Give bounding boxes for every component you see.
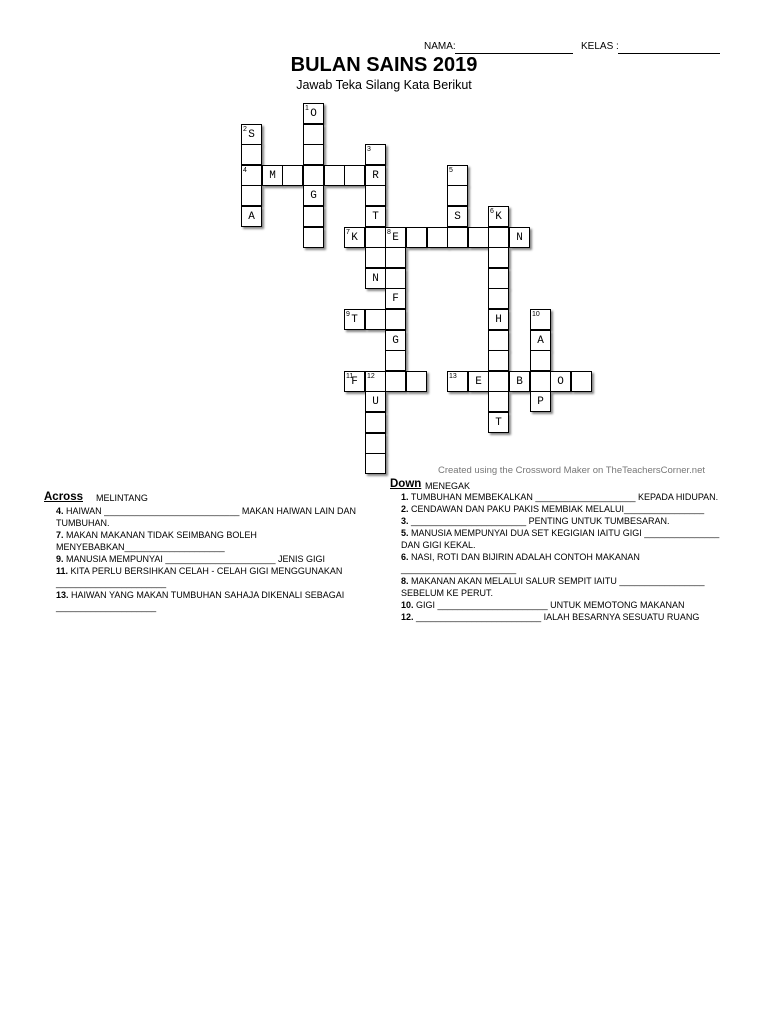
crossword-cell[interactable] [509,227,530,248]
clue-number: 3 [367,146,371,153]
clue-number: 10. [401,600,414,610]
cell-letter: H [495,314,502,326]
cell-letter: G [392,335,399,347]
clue-text: KITA PERLU BERSIHKAN CELAH - CELAH GIGI MENGGUNAKAN ______________________ [56,566,343,588]
crossword-cell[interactable] [488,227,509,248]
cell-letter: T [372,211,379,223]
crossword-cell[interactable] [262,165,283,186]
cell-letter: O [310,108,317,120]
crossword-cell[interactable] [241,185,262,206]
clue-number: 2. [401,504,409,514]
clue-text: NASI, ROTI DAN BIJIRIN ADALAH CONTOH MAKANAN _______________________ [401,552,640,574]
clue-number: 4 [243,167,247,174]
cell-letter: E [475,376,482,388]
crossword-cell[interactable] [365,309,386,330]
cell-letter: O [557,376,564,388]
cell-letter: S [248,129,255,141]
crossword-cell[interactable] [571,371,592,392]
cell-letter: B [516,376,523,388]
clue-text: MAKAN MAKANAN TIDAK SEIMBANG BOLEH MENYEBABKAN____________________ [56,530,257,552]
clue-item [56,553,356,565]
clue-number: 1. [401,492,409,502]
crossword-cell[interactable] [303,185,324,206]
crossword-cell[interactable] [241,206,262,227]
clue-number: 7 [346,229,350,236]
clue-text: MANUSIA MEMPUNYAI DUA SET KEGIGIAN IAITU GIGI _______________ DAN GIGI KEKAL. [401,528,720,550]
clue-number: 5 [449,167,453,174]
crossword-cell[interactable] [488,309,509,330]
cell-letter: A [537,335,544,347]
credit-text: Created using the Crossword Maker on TheTeachersCorner.net [438,465,706,476]
down-heading: Down [390,478,422,490]
worksheet-subtitle: Jawab Teka Silang Kata Berikut [296,78,472,92]
crossword-cell[interactable] [241,124,262,145]
clue-number: 12. [401,612,414,622]
across-heading: Across [44,491,83,503]
crossword-cell[interactable] [385,268,406,289]
crossword-cell[interactable] [447,165,468,186]
crossword-cell[interactable] [303,144,324,165]
clue-number: 9 [346,311,350,318]
clue-number: 9. [56,554,64,564]
crossword-cell[interactable] [488,268,509,289]
down-clue-list [401,491,723,623]
clue-item [56,529,356,553]
clue-item [401,503,723,515]
crossword-cell[interactable] [530,309,551,330]
clue-item [56,565,356,589]
crossword-cell[interactable] [365,412,386,433]
cell-letter: N [372,273,379,285]
clue-number: 4. [56,506,64,516]
crossword-cell[interactable] [447,185,468,206]
clue-item [401,515,723,527]
cell-letter: U [372,396,379,408]
crossword-cell[interactable] [365,371,386,392]
crossword-cell[interactable] [447,227,468,248]
clue-text: MAKANAN AKAN MELALUI SALUR SEMPIT IAITU _________________ SEBELUM KE PERUT. [401,576,705,598]
crossword-cell[interactable] [303,206,324,227]
clue-number: 13 [449,373,457,380]
crossword-cell[interactable] [427,227,448,248]
crossword-cell[interactable] [365,247,386,268]
clue-number: 11. [56,566,69,576]
clue-item [401,611,723,623]
crossword-cell[interactable] [447,371,468,392]
clue-text: GIGI ______________________ UNTUK MEMOTONG MAKANAN [413,600,685,610]
clue-item [401,491,723,503]
crossword-cell[interactable] [365,144,386,165]
crossword-cell[interactable] [365,206,386,227]
crossword-cell[interactable] [550,371,571,392]
crossword-cell[interactable] [365,453,386,474]
clue-item [401,551,723,575]
crossword-cell[interactable] [488,206,509,227]
crossword-cell[interactable] [365,433,386,454]
clue-number: 5. [401,528,409,538]
clue-item [56,589,356,613]
clue-number: 11 [346,373,354,380]
crossword-cell[interactable] [344,165,365,186]
cell-letter: F [351,376,358,388]
cell-letter: T [351,314,358,326]
crossword-cell[interactable] [447,206,468,227]
worksheet-title: BULAN SAINS 2019 [290,54,478,76]
crossword-cell[interactable] [530,350,551,371]
crossword-cell[interactable] [303,124,324,145]
down-subheading: MENEGAK [425,481,471,491]
cell-letter: R [372,170,379,182]
clue-number: 2 [243,126,247,133]
crossword-cell[interactable] [385,247,406,268]
crossword-cell[interactable] [385,330,406,351]
cell-letter: A [248,211,255,223]
clue-number: 3. [401,516,409,526]
cell-letter: K [351,232,358,244]
crossword-cell[interactable] [344,227,365,248]
clue-text: HAIWAN ___________________________ MAKAN HAIWAN LAIN DAN TUMBUHAN. [56,506,357,528]
crossword-cell[interactable] [406,371,427,392]
across-subheading: MELINTANG [96,493,148,503]
crossword-cell[interactable] [385,227,406,248]
crossword-cell[interactable] [468,371,489,392]
cell-letter: N [516,232,523,244]
clue-item [401,599,723,611]
crossword-cell[interactable] [282,165,303,186]
cell-letter: F [392,293,399,305]
clue-number: 12 [367,373,375,380]
clue-item [401,527,723,551]
clue-number: 8 [387,229,391,236]
clue-number: 13. [56,590,69,600]
crossword-cell[interactable] [488,412,509,433]
clue-item [56,505,356,529]
clue-number: 6. [401,552,409,562]
crossword-cell[interactable] [365,391,386,412]
clue-number: 10 [532,311,540,318]
crossword-cell[interactable] [488,391,509,412]
crossword-cell[interactable] [488,350,509,371]
cell-letter: T [495,417,502,429]
clue-text: _________________________ IALAH BESARNYA SESUATU RUANG [413,612,700,622]
crossword-cell[interactable] [468,227,489,248]
crossword-cell[interactable] [530,330,551,351]
clue-text: TUMBUHAN MEMBEKALKAN ____________________ KEPADA HIDUPAN. [408,492,719,502]
clue-text: HAIWAN YANG MAKAN TUMBUHAN SAHAJA DIKENALI SEBAGAI ____________________ [56,590,345,612]
crossword-cell[interactable] [365,165,386,186]
cell-letter: E [392,232,399,244]
crossword-cell[interactable] [303,103,324,124]
crossword-cell[interactable] [385,309,406,330]
clue-text: CENDAWAN DAN PAKU PAKIS MEMBIAK MELALUI________________ [408,504,705,514]
crossword-cell[interactable] [365,227,386,248]
cell-letter: S [454,211,461,223]
clue-number: 1 [305,105,309,112]
across-clue-list [56,505,356,613]
crossword-cell[interactable] [303,165,324,186]
cell-letter: M [269,170,276,182]
clue-number: 8. [401,576,409,586]
crossword-cell[interactable] [509,371,530,392]
crossword-cell[interactable] [488,288,509,309]
cell-letter: G [310,190,317,202]
crossword-cell[interactable] [530,371,551,392]
crossword-cell[interactable] [241,165,262,186]
crossword-cell[interactable] [488,247,509,268]
crossword-cell[interactable] [344,309,365,330]
clue-item [401,575,723,599]
crossword-cell[interactable] [303,227,324,248]
crossword-cell[interactable] [365,268,386,289]
crossword-cell[interactable] [385,350,406,371]
cell-letter: P [537,396,544,408]
clue-number: 7. [56,530,64,540]
crossword-cell[interactable] [406,227,427,248]
crossword-cell[interactable] [324,165,345,186]
name-label: NAMA: [424,41,456,52]
crossword-cell[interactable] [530,391,551,412]
crossword-cell[interactable] [241,144,262,165]
cell-letter: K [495,211,502,223]
crossword-cell[interactable] [385,371,406,392]
clue-number: 6 [490,208,494,215]
crossword-cell[interactable] [385,288,406,309]
crossword-cell[interactable] [488,330,509,351]
crossword-cell[interactable] [344,371,365,392]
clue-text: _______________________ PENTING UNTUK TUMBESARAN. [408,516,670,526]
crossword-cell[interactable] [488,371,509,392]
class-label: KELAS : [581,41,619,52]
crossword-cell[interactable] [365,185,386,206]
clue-text: MANUSIA MEMPUNYAI ______________________ JENIS GIGI [63,554,325,564]
